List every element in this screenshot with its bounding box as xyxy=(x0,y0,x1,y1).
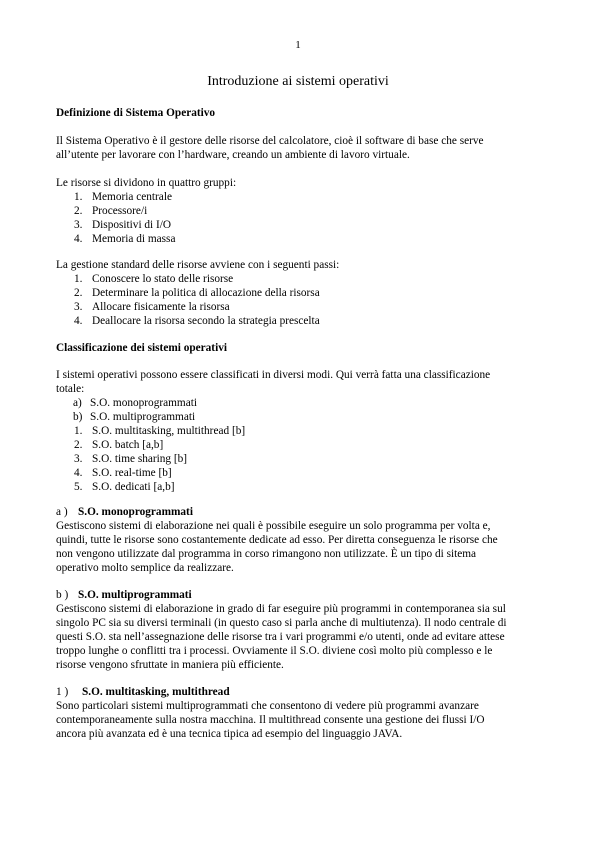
text-line: singolo PC sia su diversi terminali (in questo caso si parla anche di multiutenza). Il nodo centrale di xyxy=(56,617,507,629)
list-item: 5. S.O. dedicati [a,b] xyxy=(74,481,175,493)
text-line: quindi, tutte le risorse sono costantemente dedicate ad esso. Per diretta conseguenza le risorse che xyxy=(56,534,498,546)
subsection-a-paragraph xyxy=(56,519,546,575)
list-item: b) S.O. multiprogrammati xyxy=(73,411,196,423)
classification-list xyxy=(56,396,546,494)
subsection-title: S.O. multiprogrammati xyxy=(78,589,192,601)
text-line: non vengono utilizzate dal programma in corso rimangono non utilizzate. È un tipo di sitema xyxy=(56,548,477,560)
page-number: 1 xyxy=(295,39,301,51)
subsection-heading-1 xyxy=(56,685,546,699)
groups-intro: Le risorse si dividono in quattro gruppi: xyxy=(56,177,237,189)
groups-list xyxy=(56,190,546,246)
list-item: 1. Memoria centrale xyxy=(74,191,172,203)
list-item: a) S.O. monoprogrammati xyxy=(73,397,197,409)
subsection-b-paragraph xyxy=(56,602,546,672)
list-item: 2. Processore/i xyxy=(74,205,148,217)
subsection-mark: 1 ) xyxy=(56,686,69,698)
subsection-mark: b ) xyxy=(56,589,69,601)
list-item: 3. Dispositivi di I/O xyxy=(74,219,172,231)
section-heading-classificazione: Classificazione dei sistemi operativi xyxy=(56,342,227,354)
section2-paragraph xyxy=(56,368,546,396)
list-item: 2. S.O. batch [a,b] xyxy=(74,439,164,451)
text-line: I sistemi operativi possono essere classificati in diversi modi. Qui verrà fatta una classificazione xyxy=(56,369,491,381)
subsection-title: S.O. multitasking, multithread xyxy=(82,686,230,698)
text-line: risorse vengono sfruttate in maniera più efficiente. xyxy=(56,659,284,671)
steps-list xyxy=(56,272,546,328)
subsection-heading-b xyxy=(56,588,546,602)
page-title: Introduzione ai sistemi operativi xyxy=(207,74,389,89)
text-line: Gestiscono sistemi di elaborazione in grado di far eseguire più programmi in contemporanea sia sul xyxy=(56,603,506,615)
subsection-1-paragraph xyxy=(56,699,546,741)
list-item: 4. Memoria di massa xyxy=(74,233,176,245)
text-line: all’utente per lavorare con l’hardware, creando un ambiente di lavoro virtuale. xyxy=(56,149,410,161)
text-line: questi S.O. sta nell’assegnazione delle risorse tra i vari programmi e/o utenti, onde ad evitare attese xyxy=(56,631,505,643)
list-item: 4. Deallocare la risorsa secondo la strategia prescelta xyxy=(74,315,320,327)
list-item: 2. Determinare la politica di allocazione della risorsa xyxy=(74,287,320,299)
list-item: 1. Conoscere lo stato delle risorse xyxy=(74,273,234,285)
text-line: Il Sistema Operativo è il gestore delle risorse del calcolatore, cioè il software di base che serve xyxy=(56,135,484,147)
list-item: 4. S.O. real-time [b] xyxy=(74,467,172,479)
text-line: ancora più avanzata ed è una tecnica tipica ad esempio del linguaggio JAVA. xyxy=(56,728,403,740)
list-item: 3. S.O. time sharing [b] xyxy=(74,453,188,465)
text-line: contemporaneamente sulla nostra macchina. Il multithread consente una gestione dei flussi I/O xyxy=(56,714,485,726)
text-line: Gestiscono sistemi di elaborazione nei quali è possibile eseguire un solo programma per volta e, xyxy=(56,520,491,532)
section1-paragraph xyxy=(56,134,546,162)
text-line: troppo lunghe o conflitti tra i processi. Ovviamente il S.O. diviene così molto più complesso e le xyxy=(56,645,493,657)
list-item: 1. S.O. multitasking, multithread [b] xyxy=(74,425,246,437)
subsection-heading-a xyxy=(56,505,546,519)
list-item: 3. Allocare fisicamente la risorsa xyxy=(74,301,230,313)
text-line: totale: xyxy=(56,383,85,395)
section-heading-definizione: Definizione di Sistema Operativo xyxy=(56,107,216,119)
text-line: Sono particolari sistemi multiprogrammati che consentono di vedere più programmi avanzare xyxy=(56,700,479,712)
steps-intro: La gestione standard delle risorse avviene con i seguenti passi: xyxy=(56,259,340,271)
subsection-title: S.O. monoprogrammati xyxy=(78,506,193,518)
text-line: operativo molto semplice da realizzare. xyxy=(56,562,234,574)
subsection-mark: a ) xyxy=(56,506,68,518)
